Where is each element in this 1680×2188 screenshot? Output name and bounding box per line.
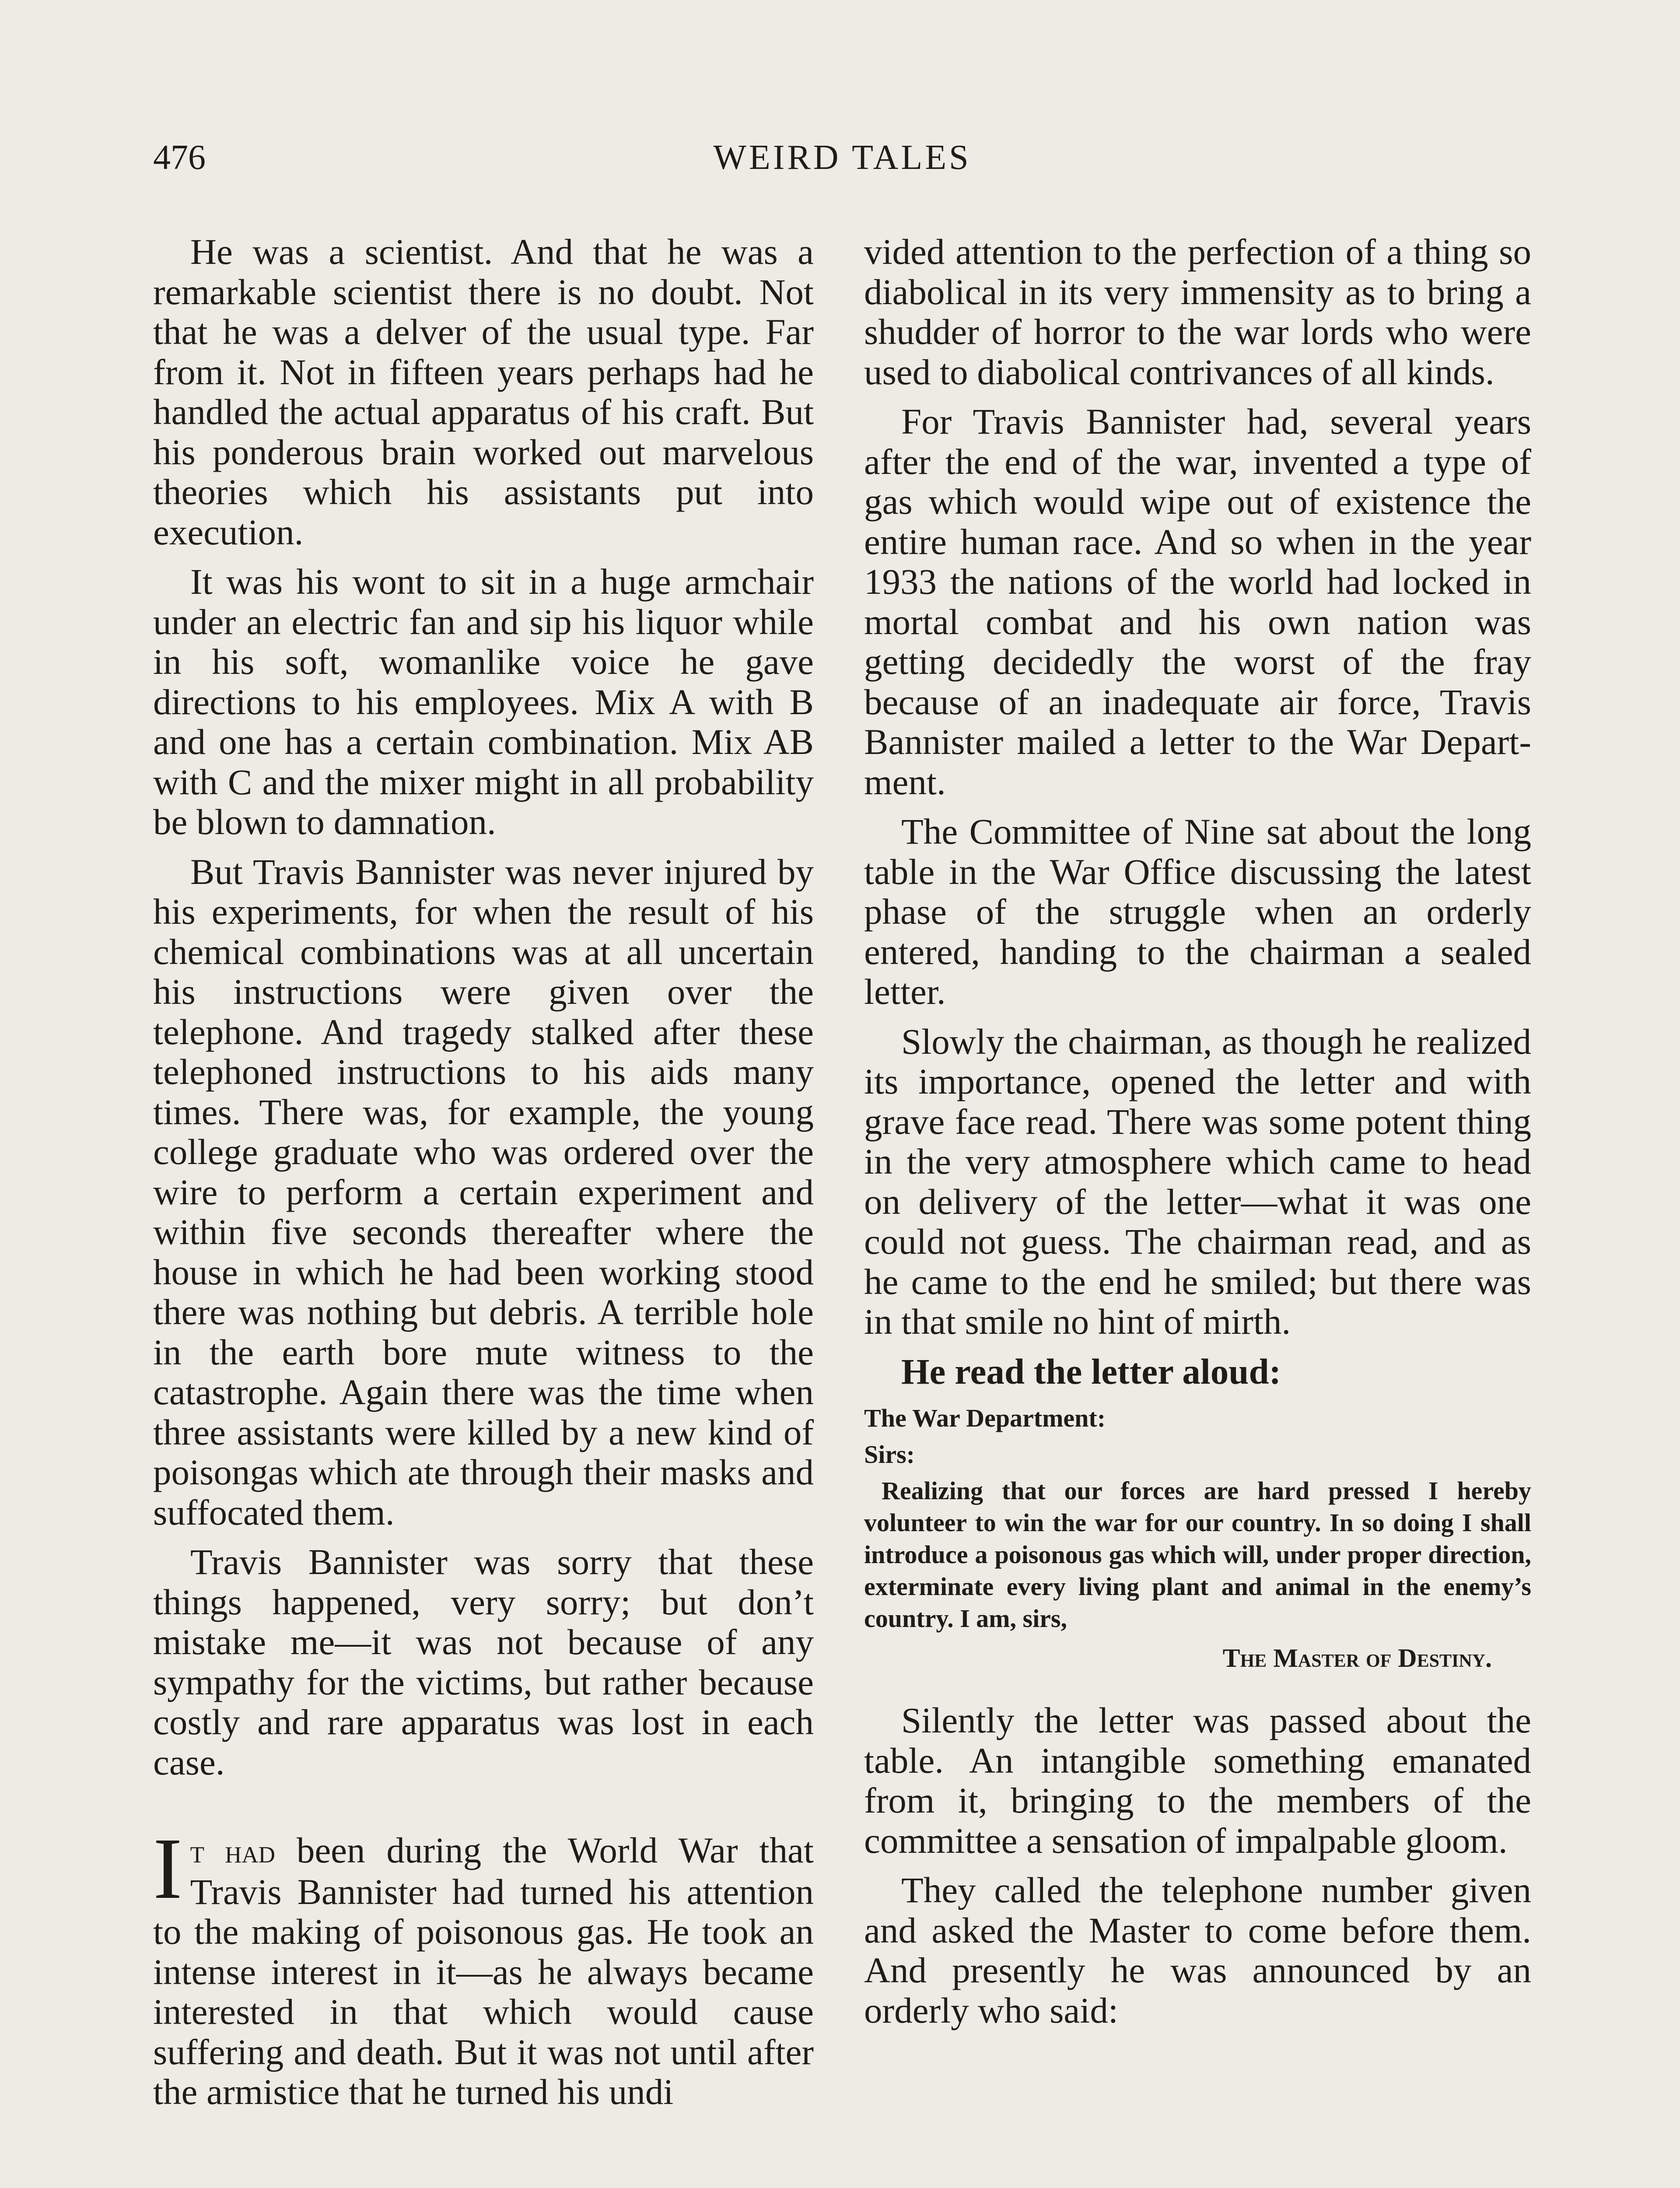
running-title: WEIRD TALES (713, 138, 971, 177)
paragraph: It was his wont to sit in a huge armchair under an electric fan and sip his liquor while in his soft, womanlike voice he gave directions to his employees. Mix A with B and one has a certain combination. Mix AB with C and the mixer might in all probability be blown to damnation. (153, 561, 814, 842)
letter-signature: The Master of Destiny. (1222, 1644, 1492, 1673)
section-opening-paragraph (153, 1820, 814, 2112)
drop-cap: I (153, 1820, 182, 1917)
paragraph: Slowly the chairman, as though he realized its importance, opened the letter and with grave face read. There was some potent thing in the very atmosphere which came to head on delivery of the letter—what it was one could not guess. The chairman read, and as he came to the end he smiled; but there was in that smile no hint of mirth. (864, 1021, 1531, 1342)
paragraph: Travis Bannister was sorry that these things happened, very sorry; but don’t mistake me—it was not because of any sympathy for the victims, but rather because costly and rare apparatus was lost in each case. (153, 1542, 814, 1782)
paragraph-text: been during the World War that Travis Bannister had turned his attention to the making of poisonous gas. He took an intense interest in it—as he always became interested in that which would cause suffering and death. But it was not until after the armistice that he turned his undi (153, 1830, 814, 2112)
letter-intro: He read the letter aloud: (901, 1351, 1281, 1392)
paragraph: They called the telephone number given and asked the Master to come before them. And presently he was announced by an orderly who said: (864, 1870, 1531, 2030)
paragraph: He was a scientist. And that he was a remarkable scientist there is no doubt. Not that he was a delver of the usual type. Far from it. Not in fifteen years perhaps had he handled the actual apparatus of his craft. But his ponderous brain worked out marvelous theories which his assistants put into execution. (153, 231, 814, 552)
left-column (153, 232, 814, 2122)
letter-body: Realizing that our forces are hard pressed I hereby volunteer to win the war for our country. In so doing I shall introduce a poisonous gas which will, under proper direction, exterminate every living plant and animal in the enemy’s country. I am, sirs, (864, 1476, 1531, 1633)
right-column (864, 232, 1531, 2040)
paragraph: For Travis Bannister had, several years after the end of the war, invented a type of gas which would wipe out of existence the entire human race. And so when in the year 1933 the nations of the world had locked in mortal combat and his own nation was getting decidedly the worst of the fray because of an inadequate air force, Travis Bannister mailed a letter to the War Department. (864, 401, 1531, 802)
small-caps-lead: t had (190, 1833, 275, 1870)
letter-block (864, 1402, 1531, 1674)
letter-salutation: Sirs: (864, 1440, 915, 1469)
paragraph: But Travis Bannister was never injured by his experiments, for when the result of his chemical combinations was at all uncertain his instructions were given over the telephone. And tragedy stalked after these telephoned instructions to his aids many times. There was, for example, the young college graduate who was ordered over the wire to perform a certain experiment and within five seconds thereafter where the house in which he had been working stood there was nothing but debris. A terrible hole in the earth bore mute witness to the catastrophe. Again there was the time when three assistants were killed by a new kind of poisongas which ate through their masks and suffocated them. (153, 851, 814, 1532)
page-header (153, 131, 1531, 184)
paragraph: Silently the letter was passed about the table. An intangible something emanated from it, bringing to the members of the committee a sensation of impalpable gloom. (864, 1700, 1531, 1861)
paragraph-continued: vided attention to the perfection of a thing so diabolical in its very immensity as to bring a shudder of horror to the war lords who were used to diabolical contrivances of all kinds. (864, 231, 1531, 392)
letter-address: The War Department: (864, 1404, 1106, 1432)
paragraph: The Committee of Nine sat about the long table in the War Office discussing the latest phase of the struggle when an orderly entered, handing to the chairman a sealed letter. (864, 811, 1531, 1012)
page-number: 476 (153, 138, 206, 177)
